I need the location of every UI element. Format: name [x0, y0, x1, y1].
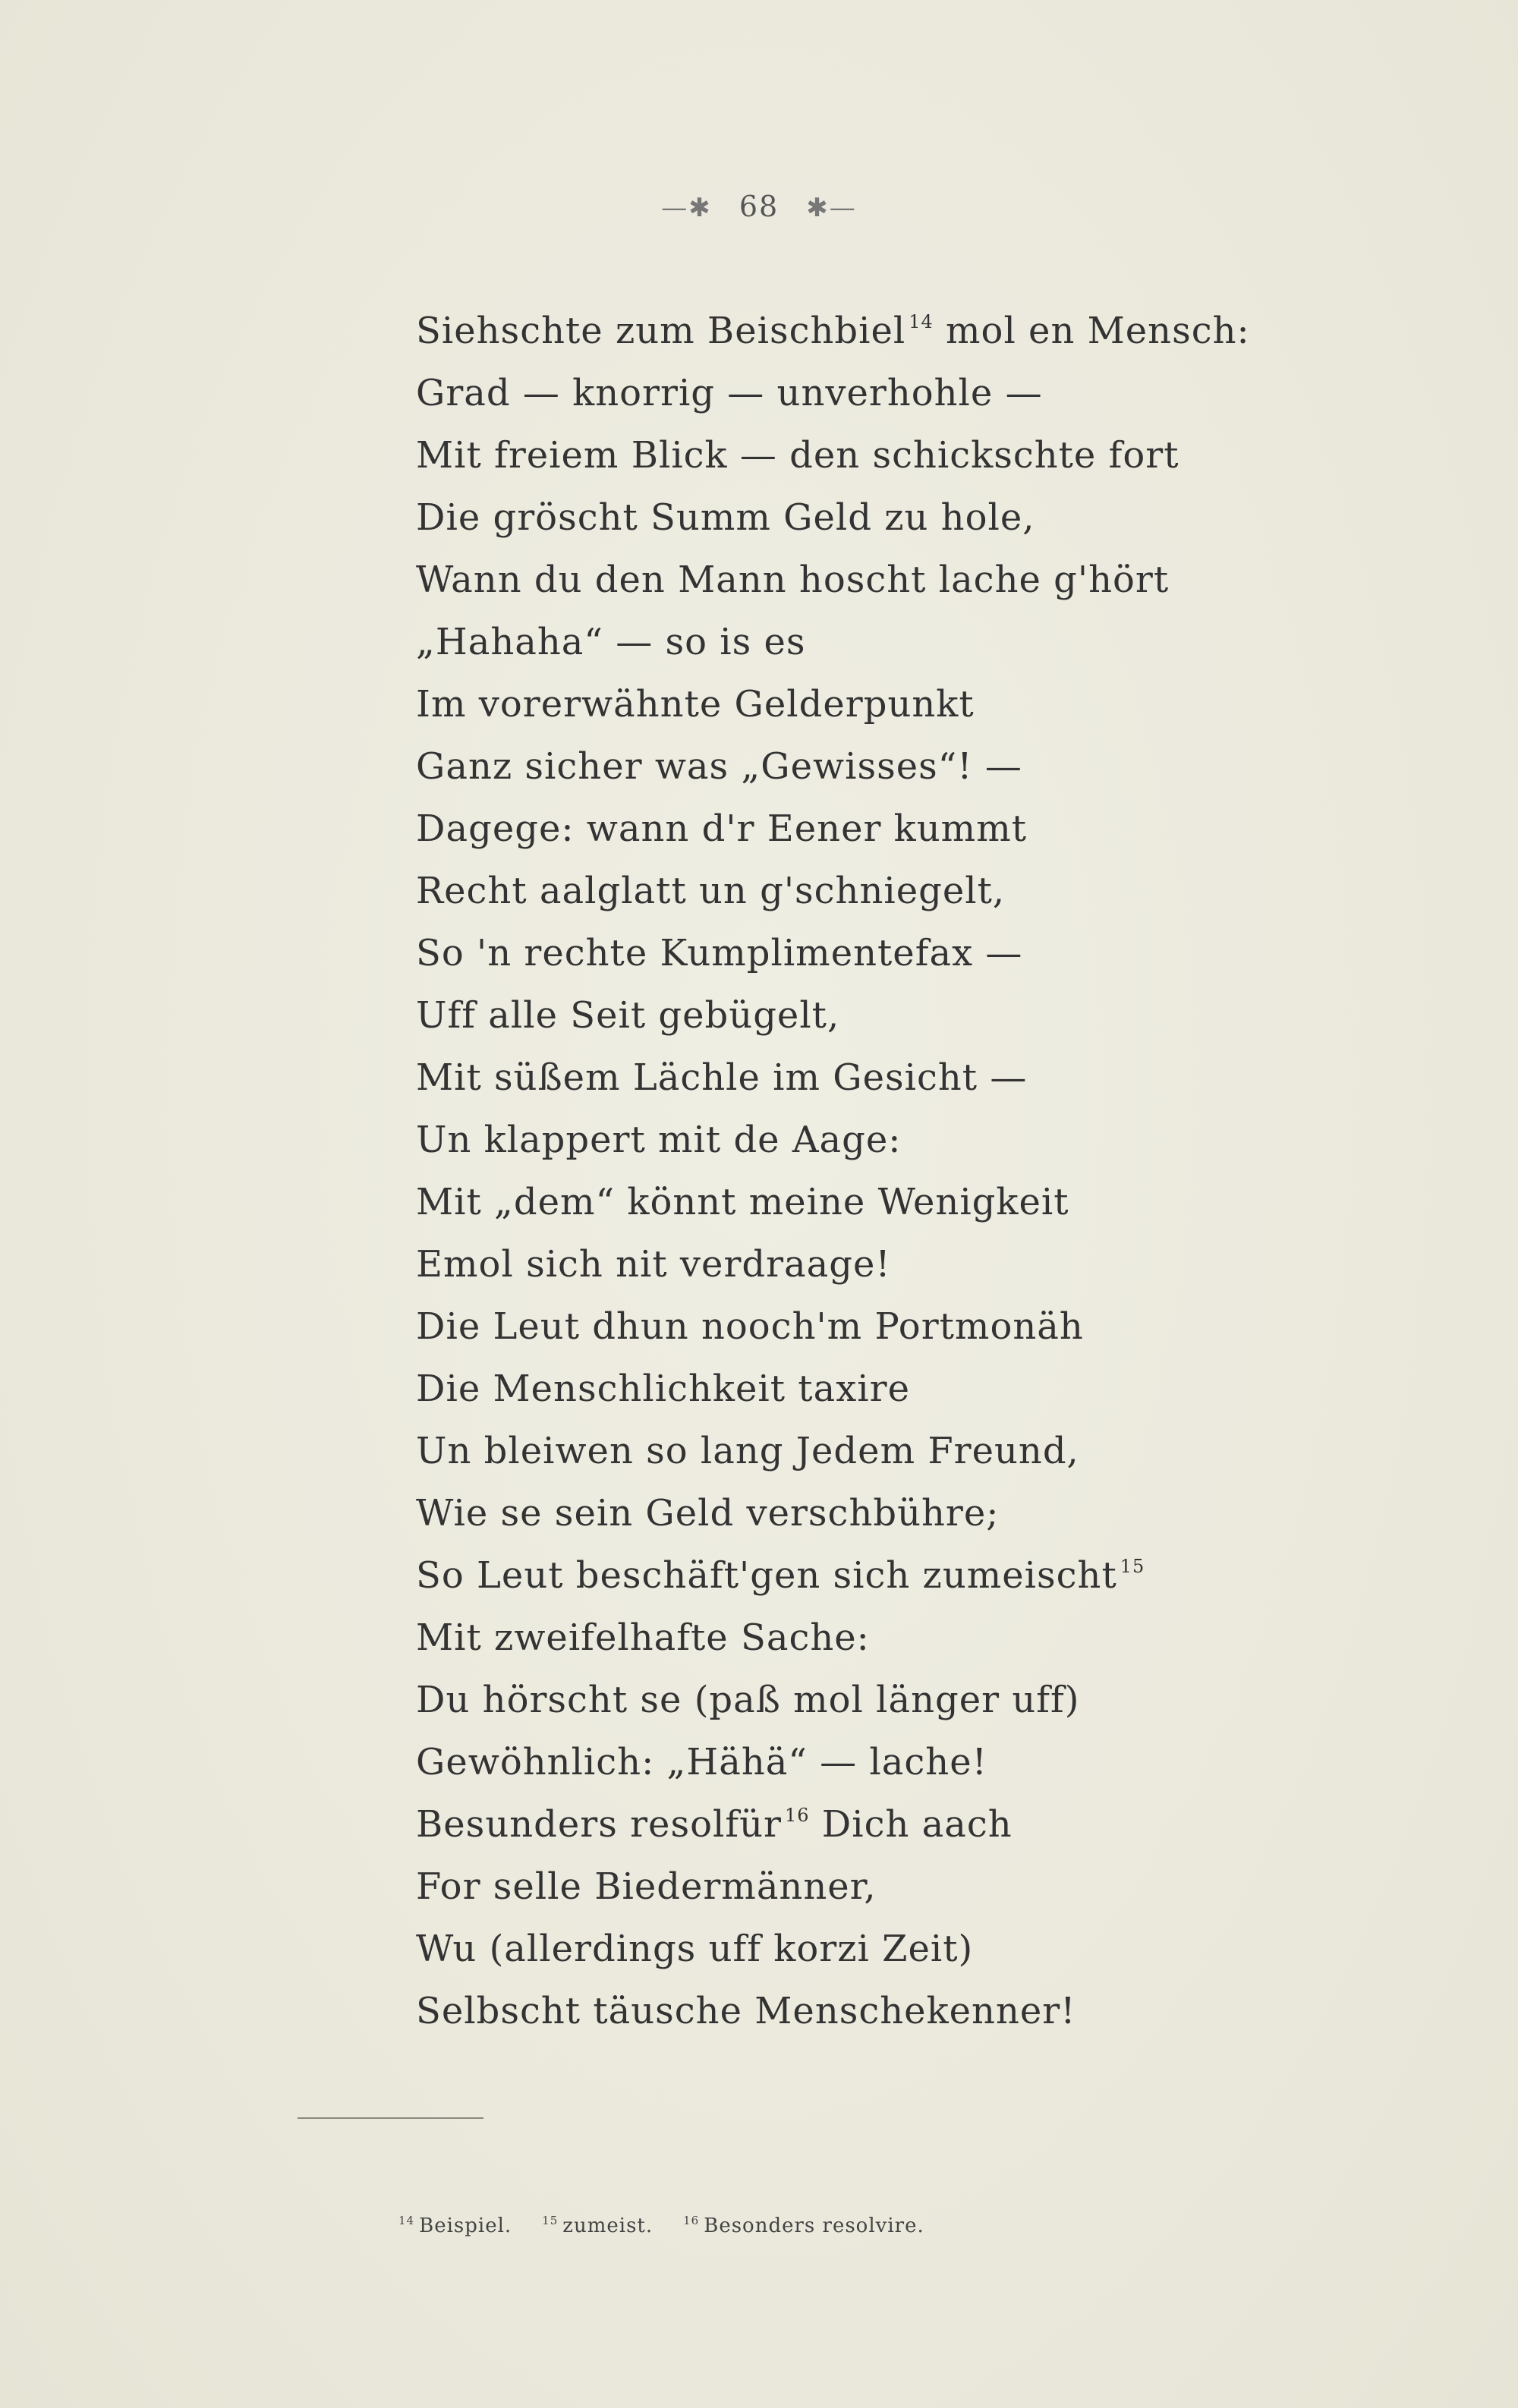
poem-line-text: Wu (allerdings uff korzi Zeit): [416, 1928, 974, 1970]
poem-line-text: Ganz sicher was „Gewisses“! —: [416, 745, 1022, 788]
footnote-item: [683, 2214, 924, 2237]
poem-line-text: Mit freiem Blick — den schickschte fort: [416, 434, 1179, 477]
poem-line: [416, 922, 1251, 984]
page-header: [0, 190, 1518, 223]
poem-line-continuation: mol en Mensch:: [933, 310, 1250, 352]
poem-line-text: „Hahaha“ — so is es: [416, 621, 806, 663]
footnote-mark: 15: [542, 2214, 559, 2227]
poem-line-text: Die Leut dhun nooch'm Portmonäh: [416, 1305, 1084, 1348]
poem-line-text: Mit zweifelhafte Sache:: [416, 1616, 870, 1659]
poem-line: [416, 1856, 1251, 1918]
poem-line: [416, 611, 1251, 673]
poem-line-text: For selle Biedermänner,: [416, 1865, 877, 1908]
poem-line-text: Siehschte zum Beischbiel: [416, 310, 906, 352]
poem-line: [416, 1420, 1251, 1482]
poem-line-text: Mit süßem Lächle im Gesicht —: [416, 1056, 1028, 1099]
poem-line-text: Selbscht täusche Menschekenner!: [416, 1990, 1076, 2032]
footnote-text: zumeist.: [562, 2214, 653, 2237]
poem-line-text: Du hörscht se (paß mol länger uff): [416, 1679, 1080, 1721]
poem-line: [416, 1669, 1251, 1731]
poem-line: [416, 300, 1251, 362]
poem-line-text: Besunders resolfür: [416, 1803, 782, 1846]
poem-line-text: Die Menschlichkeit taxire: [416, 1368, 910, 1410]
poem-line: [416, 984, 1251, 1047]
poem-line: [416, 860, 1251, 922]
poem-line: [416, 1607, 1251, 1669]
poem-line-text: Gewöhnlich: „Hähä“ — lache!: [416, 1741, 987, 1783]
poem-line-text: Uff alle Seit gebügelt,: [416, 994, 840, 1037]
poem-line: [416, 673, 1251, 735]
poem-line-text: Wann du den Mann hoscht lache g'hört: [416, 559, 1170, 601]
footnote-marker: 15: [1120, 1556, 1145, 1577]
footnote-mark: 14: [398, 2214, 415, 2227]
footnote-text: Besonders resolvire.: [704, 2214, 924, 2237]
poem-line-text: Un bleiwen so lang Jedem Freund,: [416, 1430, 1079, 1472]
footnotes: [398, 2214, 955, 2237]
footnote-item: [542, 2214, 653, 2237]
page-number: 68: [739, 190, 779, 223]
poem-line: [416, 1731, 1251, 1793]
poem-line-text: Die gröscht Summ Geld zu hole,: [416, 496, 1035, 539]
poem-line-continuation: Dich aach: [809, 1803, 1013, 1846]
poem-line-text: Im vorerwähnte Gelderpunkt: [416, 683, 975, 726]
poem-line-text: Dagege: wann d'r Eener kummt: [416, 807, 1027, 850]
poem-line: [416, 1109, 1251, 1171]
poem-line: [416, 1233, 1251, 1295]
poem-line-text: Emol sich nit verdraage!: [416, 1243, 891, 1286]
footnote-item: [398, 2214, 512, 2237]
poem-line-text: So Leut beschäft'gen sich zumeischt: [416, 1554, 1117, 1597]
poem-body: [416, 300, 1251, 2042]
footnote-text: Beispiel.: [419, 2214, 512, 2237]
footnote-marker: 14: [909, 311, 934, 332]
poem-line: [416, 798, 1251, 860]
ornament-left: —✱: [661, 193, 712, 223]
poem-line: [416, 1358, 1251, 1420]
poem-line-text: Recht aalglatt un g'schniegelt,: [416, 870, 1006, 912]
poem-line: [416, 1980, 1251, 2042]
ornament-right: ✱—: [806, 193, 857, 223]
poem-line: [416, 1918, 1251, 1980]
poem-line-text: So 'n rechte Kumplimentefax —: [416, 932, 1023, 974]
poem-line: [416, 1171, 1251, 1233]
poem-line: [416, 486, 1251, 549]
footnote-marker: 16: [784, 1805, 810, 1826]
poem-line-text: Mit „dem“ könnt meine Wenigkeit: [416, 1181, 1069, 1223]
poem-line: [416, 1047, 1251, 1109]
footnote-mark: 16: [683, 2214, 700, 2227]
poem-line: [416, 362, 1251, 424]
poem-line: [416, 735, 1251, 798]
poem-line: [416, 1482, 1251, 1544]
poem-line: [416, 1793, 1251, 1856]
poem-line: [416, 549, 1251, 611]
poem-line-text: Grad — knorrig — unverhohle —: [416, 372, 1043, 414]
poem-line: [416, 424, 1251, 486]
poem-line: [416, 1295, 1251, 1358]
poem-line-text: Un klappert mit de Aage:: [416, 1119, 902, 1161]
poem-line: [416, 1544, 1251, 1607]
poem-line-text: Wie se sein Geld verschbühre;: [416, 1492, 1000, 1535]
footnote-divider: [298, 2117, 483, 2119]
